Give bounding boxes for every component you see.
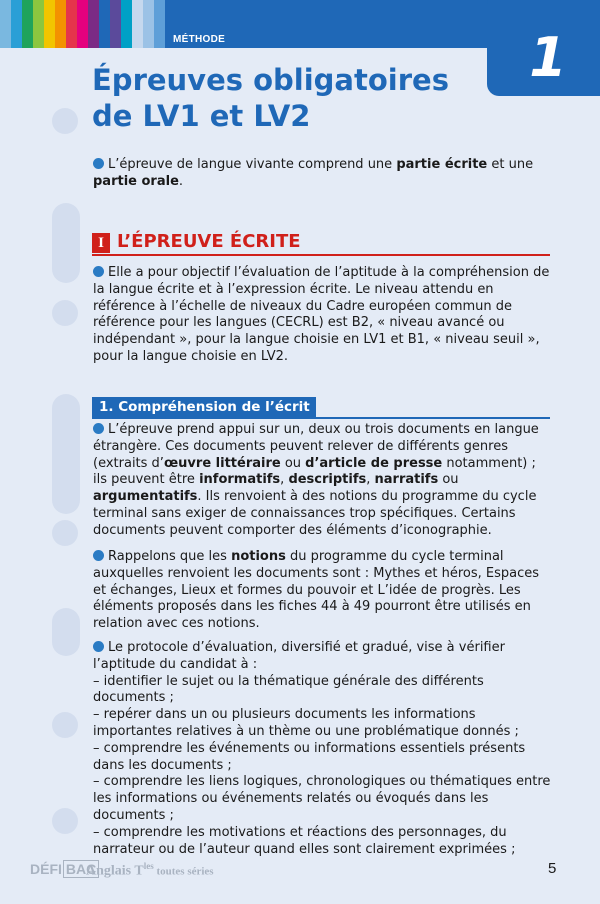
color-stripe — [0, 0, 11, 48]
title-line-1: Épreuves obligatoires — [92, 63, 449, 97]
objective-paragraph: Elle a pour objectif l’évaluation de l’aptitude à la compréhension de la langue écrite et à l’expression écrite. Le niveau attendu en référence à l’échelle de niveaux du Cadre européen commun de référence pour les langues (CECRL) est B2, « niveau avancé ou indépendant », pour la langue choisie en LV1 et B1, « niveau seuil », pour la langue choisie en LV2. — [93, 265, 550, 364]
bullet-icon — [93, 423, 104, 434]
list-item: – comprendre les motivations et réactions des personnages, du narrateur ou de l’auteur quand elles sont clairement exprimées ; — [93, 824, 516, 857]
binder-hole — [52, 394, 80, 514]
title-line-2: de LV1 et LV2 — [92, 99, 311, 133]
binder-hole — [52, 300, 78, 326]
color-stripe — [110, 0, 121, 48]
footer-book-title: Anglais $T^{les}$ toutes séries — [86, 861, 214, 879]
section-rule — [92, 254, 550, 256]
color-stripe — [11, 0, 22, 48]
color-stripe — [121, 0, 132, 48]
subsection-title: 1. Compréhension de l’écrit — [92, 397, 316, 417]
list-item: – repérer dans un ou plusieurs documents les informations importantes relatives à un thème ou une problématique donnés ; — [93, 707, 519, 739]
binder-hole — [52, 520, 78, 546]
color-stripe — [154, 0, 165, 48]
subsection-rule — [92, 417, 550, 419]
bullet-icon — [93, 266, 104, 277]
binder-hole — [52, 203, 80, 283]
notions-paragraph: Rappelons que les notions du programme du cycle terminal auxquelles renvoient les documents sont : Mythes et héros, Espaces et échanges, Lieux et formes du pouvoir et L’idée de progrès. Les éléments proposés dans les fiches 44 à 49 pourront être utilisés en relation avec ces notions. — [93, 549, 540, 632]
protocol-intro: Le protocole d’évaluation, diversifié et gradué, vise à vérifier l’aptitude du candidat à : — [93, 640, 505, 672]
page-title — [92, 62, 492, 134]
color-stripe — [33, 0, 44, 48]
color-stripe — [132, 0, 143, 48]
list-item: – comprendre les événements ou informations essentiels présents dans les documents ; — [93, 740, 526, 773]
bullet-icon — [93, 158, 104, 169]
list-item: – comprendre les liens logiques, chronologiques ou thématiques entre les informations ou événements relatés ou évoqués dans les documents ; — [93, 774, 551, 823]
page-number: 5 — [548, 860, 557, 877]
binder-hole — [52, 608, 80, 656]
color-stripe — [99, 0, 110, 48]
footer-brand-logo: DÉFI BAC — [30, 861, 99, 877]
color-stripe — [143, 0, 154, 48]
section-title: L’ÉPREUVE ÉCRITE — [117, 231, 301, 252]
color-stripes — [0, 0, 165, 48]
bullet-icon — [93, 641, 104, 652]
binder-hole — [52, 108, 78, 134]
documents-paragraph: L’épreuve prend appui sur un, deux ou trois documents en langue étrangère. Ces documents peuvent relever de différents genres (extraits d’œuvre littéraire ou d’article de presse notamment) ; ils peuvent être informatifs, descriptifs, narratifs ou argumentatifs. Ils renvoient à des notions du programme du cycle terminal sans exiger de connaissances trop spécifiques. Certains documents peuvent comporter des éléments d’iconographie. — [93, 422, 539, 538]
color-stripe — [88, 0, 99, 48]
binder-holes — [52, 0, 82, 904]
bullet-icon — [93, 550, 104, 561]
binder-hole — [52, 808, 78, 834]
intro-paragraph: L’épreuve de langue vivante comprend une partie écrite et une partie orale. — [93, 157, 534, 189]
binder-hole — [52, 712, 78, 738]
section-number: I — [92, 233, 110, 253]
header-label: MÉTHODE — [173, 34, 226, 45]
color-stripe — [22, 0, 33, 48]
protocol-paragraph — [93, 640, 551, 858]
chapter-number: 1 — [529, 26, 567, 89]
list-item: – identifier le sujet ou la thématique générale des différents documents ; — [93, 673, 484, 706]
